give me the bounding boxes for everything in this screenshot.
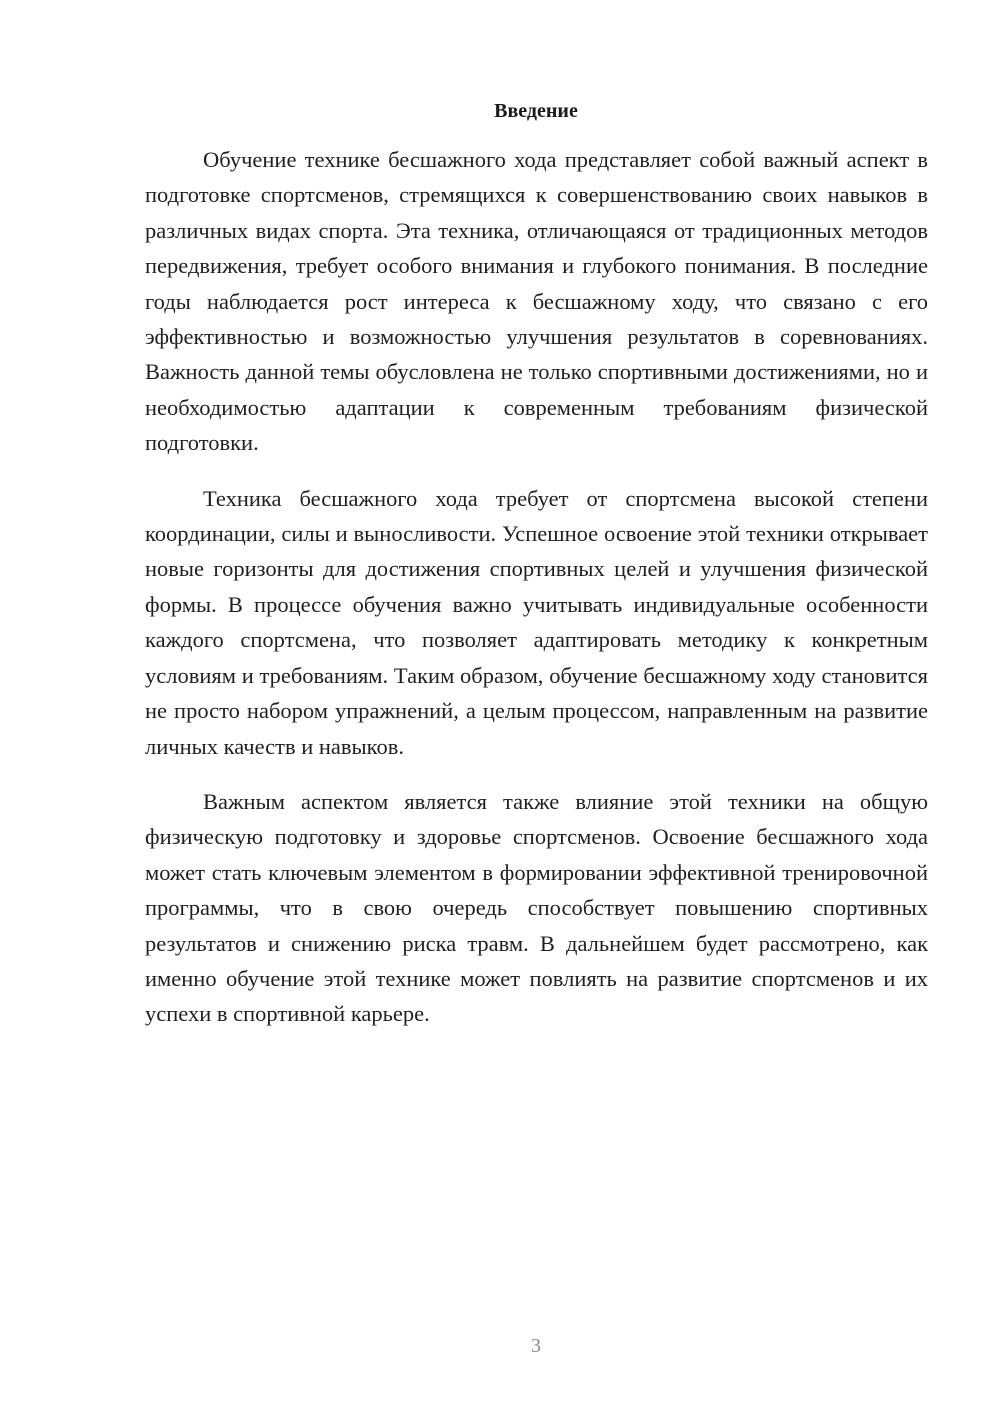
paragraph-1: Обучение технике бесшажного хода представляет собой важный аспект в подготовке спортсменов, стремящихся к совершенствованию своих навыков в различных видах спорта. Эта техника, отличающаяся от традиционных методов передвижения, требует особого внимания и глубокого понимания. В последние годы наблюдается рост интереса к бесшажному ходу, что связано с его эффективностью и возможностью улучшения результатов в соревнованиях. Важность данной темы обусловлена не только спортивными достижениями, но и необходимостью адаптации к современным требованиям физической подготовки.	[145, 147, 928, 456]
paragraph-3: Важным аспектом является также влияние этой техники на общую физическую подготовку и здоровье спортсменов. Освоение бесшажного хода может стать ключевым элементом в формировании эффективной тренировочной программы, что в свою очередь способствует повышению спортивных результатов и снижению риска травм. В дальнейшем будет рассмотрено, как именно обучение этой технике может повлиять на развитие спортсменов и их успехи в спортивной карьере.	[145, 788, 928, 1027]
section-heading: Введение	[494, 100, 578, 122]
page-number: 3	[531, 1335, 541, 1357]
body-text	[145, 142, 928, 1052]
paragraph-2: Техника бесшажного хода требует от спортсмена высокой степени координации, силы и выносливости. Успешное освоение этой техники открывает новые горизонты для достижения спортивных целей и улучшения физической формы. В процессе обучения важно учитывать индивидуальные особенности каждого спортсмена, что позволяет адаптировать методику к конкретным условиям и требованиям. Таким образом, обучение бесшажному ходу становится не просто набором упражнений, а целым процессом, направленным на развитие личных качеств и навыков.	[145, 485, 928, 759]
